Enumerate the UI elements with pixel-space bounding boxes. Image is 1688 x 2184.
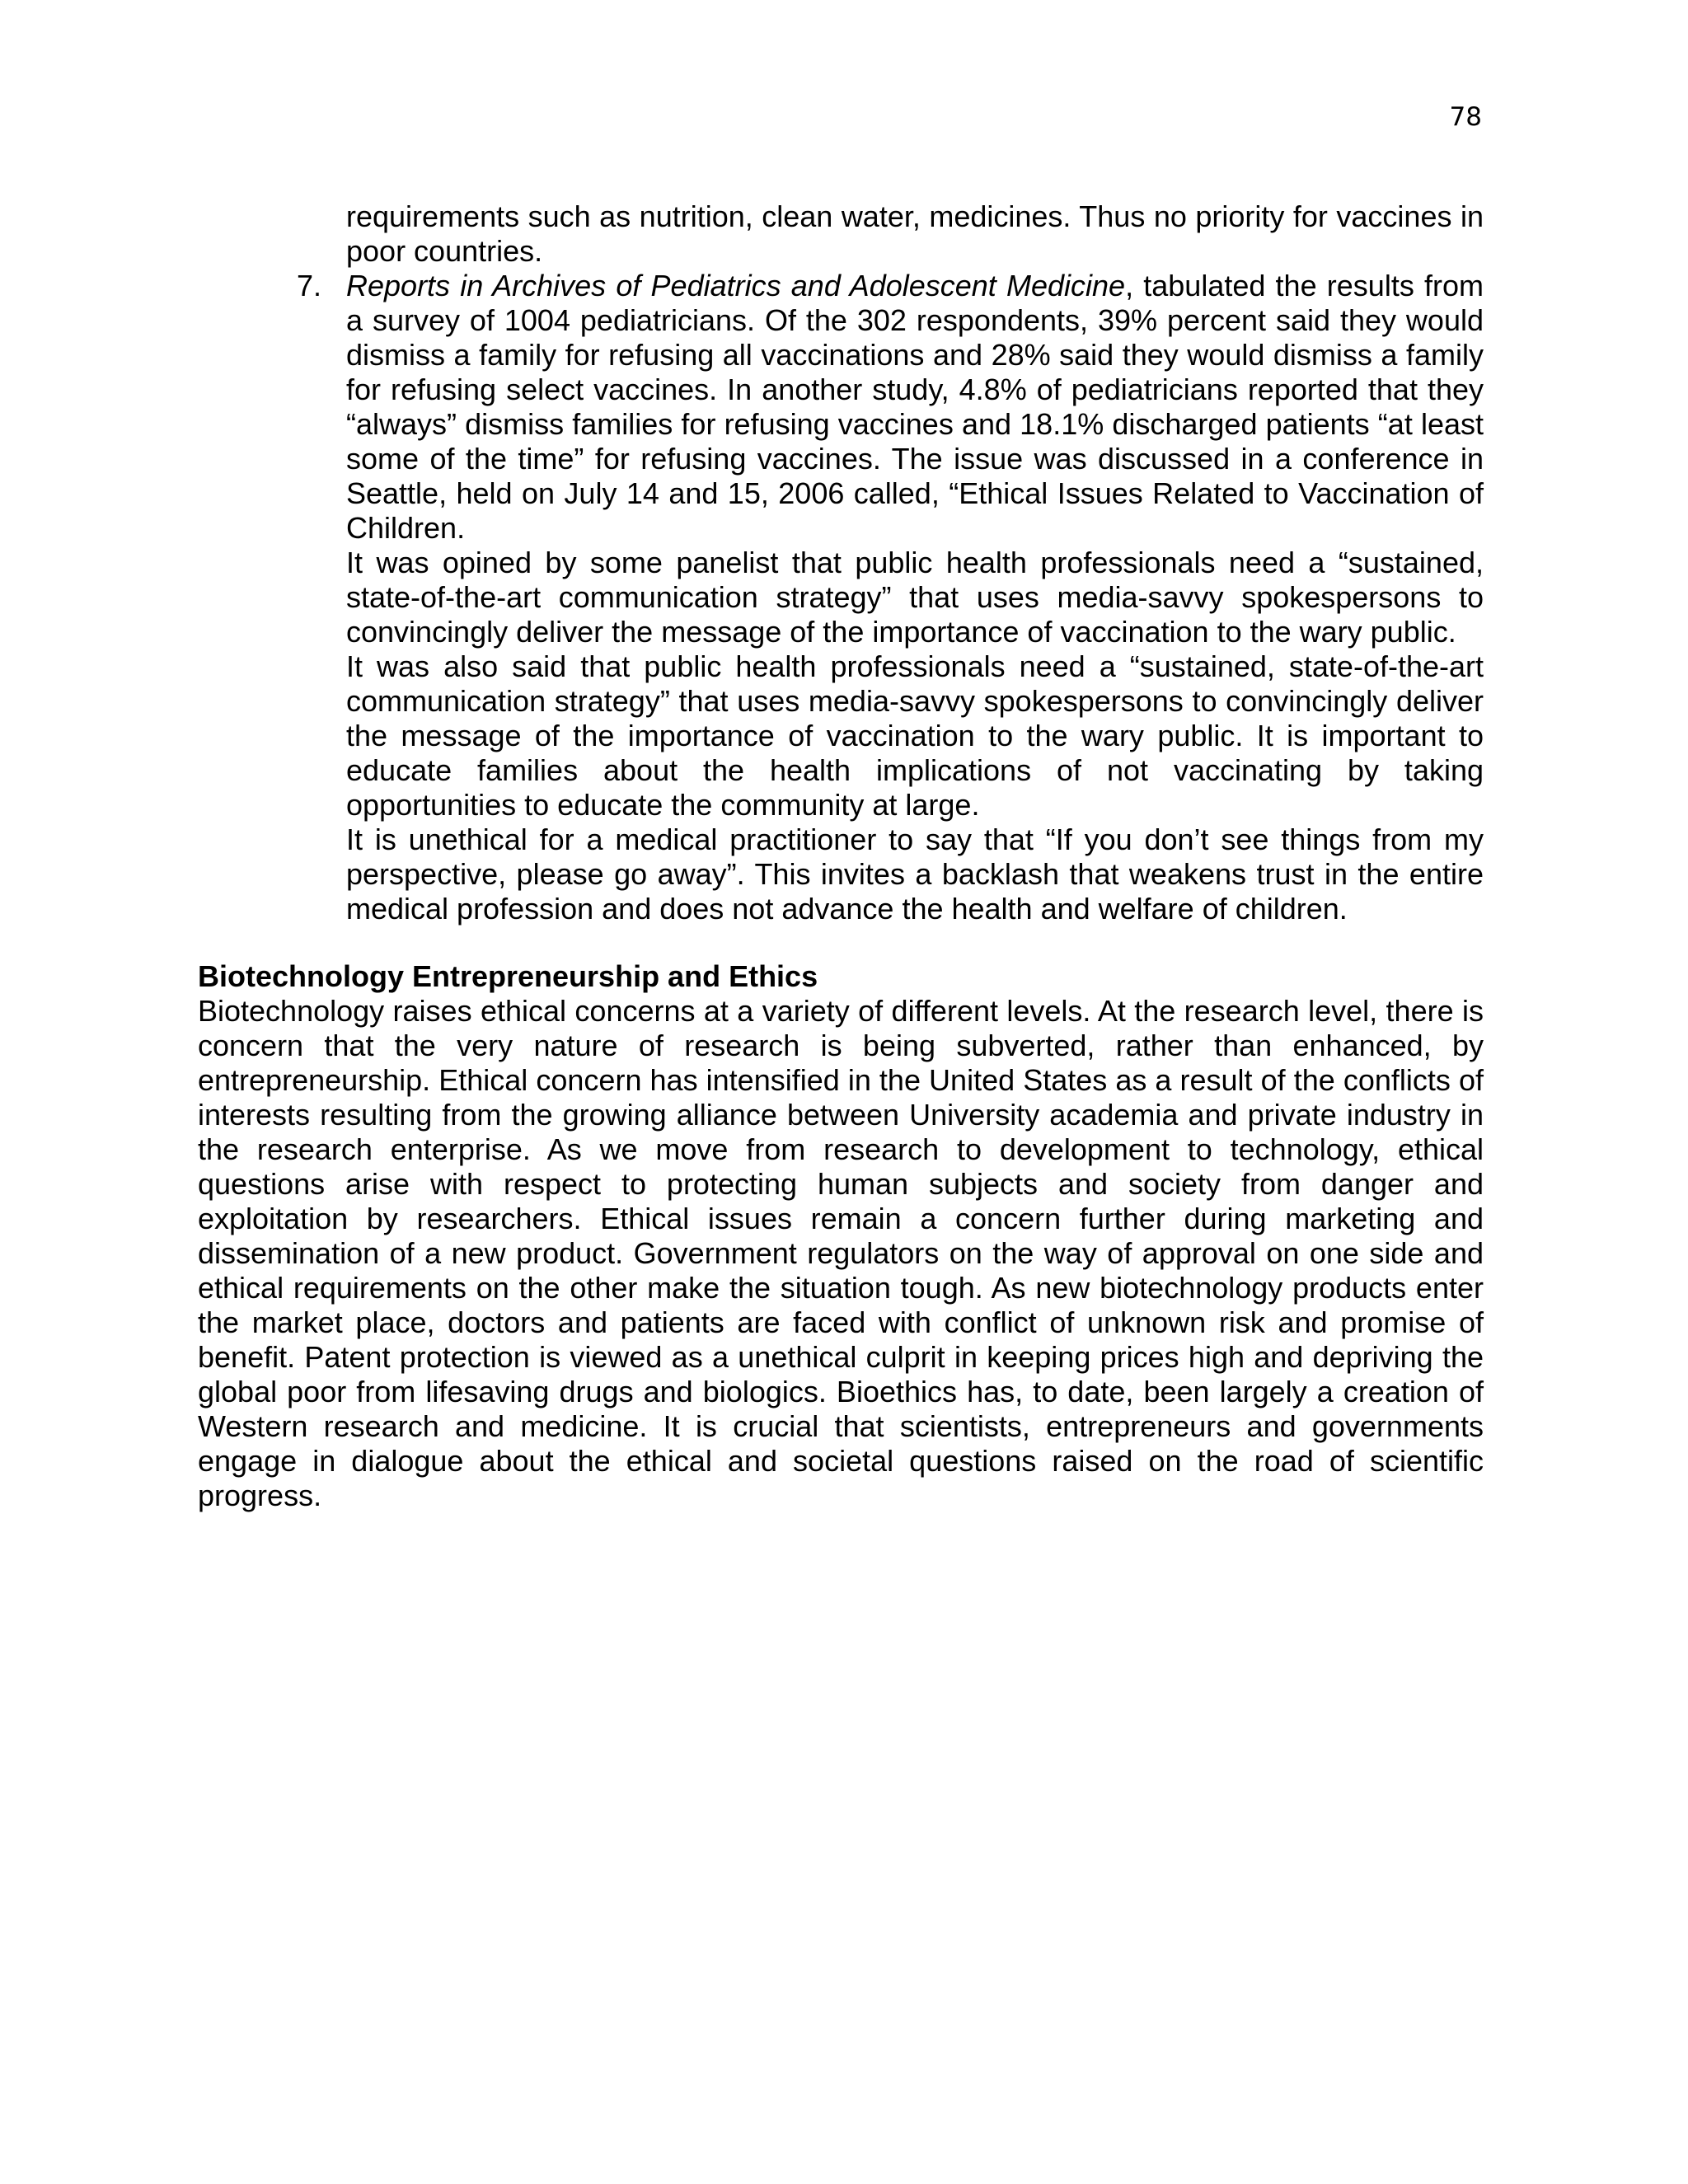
list-item-7-body: , tabulated the results from a survey of 1004 pediatricians. Of the 302 respondents, 39% percent said they would dismiss a family for refusing all vaccinations and 28% said they would dismiss a family for refusing select vaccines. In another study, 4.8% of pediatricians reported that they “always” dismiss families for refusing vaccines and 18.1% discharged patients “at least some of the time” for refusing vaccines. The issue was discussed in a conference in Seattle, held on July 14 and 15, 2006 called, “Ethical Issues Related to Vaccination of Children. [346, 269, 1484, 545]
journal-title: Reports in Archives of Pediatrics and Adolescent Medicine [346, 269, 1126, 302]
list-item-7 [297, 269, 1484, 546]
paragraph-unethical: It is unethical for a medical practitioner to say that “If you don’t see things from my perspective, please go away”. This invites a backlash that weakens trust in the entire medical profession and does not advance the health and welfare of children. [346, 823, 1484, 926]
numbered-list [297, 199, 1484, 926]
paragraph-opined: It was opined by some panelist that public health professionals need a “sustained, state-of-the-art communication strategy” that uses media-savvy spokespersons to convincingly deliver the message of the importance of vaccination to the wary public. [346, 546, 1484, 649]
list-continuation-text: requirements such as nutrition, clean water, medicines. Thus no priority for vaccines in poor countries. [346, 199, 1484, 268]
section-body: Biotechnology raises ethical concerns at a variety of different levels. At the research level, there is concern that the very nature of research is being subverted, rather than enhanced, by entrepreneurship. Ethical concern has intensified in the United States as a result of the conflicts of interests resulting from the growing alliance between University academia and private industry in the research enterprise. As we move from research to development to technology, ethical questions arise with respect to protecting human subjects and society from danger and exploitation by researchers. Ethical issues remain a concern further during marketing and dissemination of a new product. Government regulators on the way of approval on one side and ethical requirements on the other make the situation tough. As new biotechnology products enter the market place, doctors and patients are faced with conflict of unknown risk and promise of benefit. Patent protection is viewed as a unethical culprit in keeping prices high and depriving the global poor from lifesaving drugs and biologics. Bioethics has, to date, been largely a creation of Western research and medicine. It is crucial that scientists, entrepreneurs and governments engage in dialogue about the ethical and societal questions raised on the road of scientific progress. [198, 994, 1484, 1512]
section-heading: Biotechnology Entrepreneurship and Ethics [198, 959, 818, 993]
list-item-marker: 7. [297, 269, 322, 302]
paragraph-also-said: It was also said that public health professionals need a “sustained, state-of-the-art communication strategy” that uses media-savvy spokespersons to convincingly deliver the message of the importance of vaccination to the wary public. It is important to educate families about the health implications of not vaccinating by taking opportunities to educate the community at large. [346, 649, 1484, 822]
page-number: 78 [1449, 102, 1482, 132]
section-biotech-ethics [198, 959, 1484, 1513]
list-item-7-text [346, 269, 1484, 546]
